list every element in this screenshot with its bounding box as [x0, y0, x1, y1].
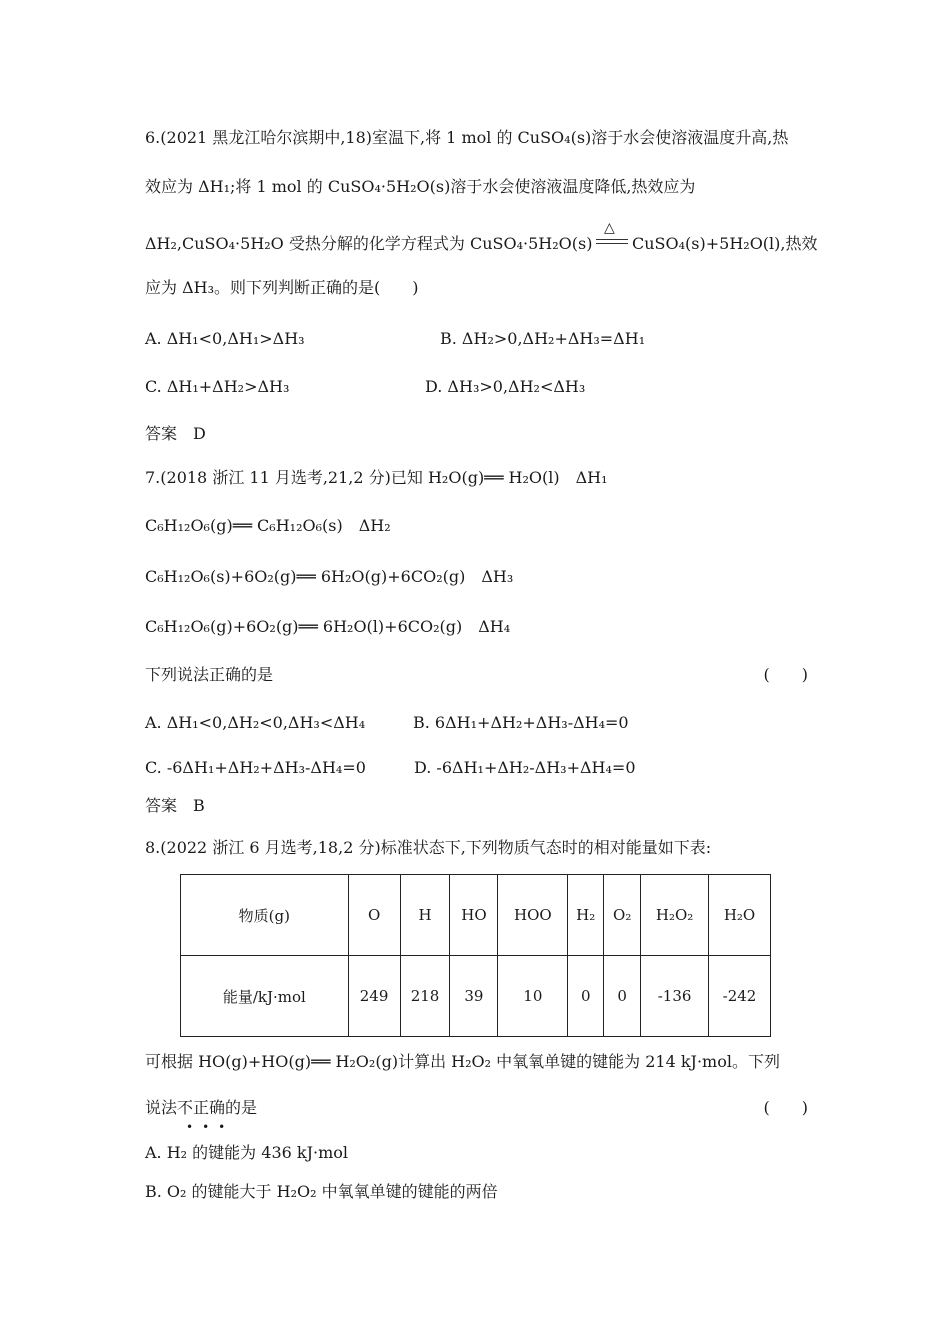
q7-answer-paren: ( ): [763, 665, 808, 684]
table-row: [181, 875, 771, 956]
energy-table: [180, 874, 771, 1037]
q7-option-c: C. -6ΔH₁+ΔH₂+ΔH₃-ΔH₄=0: [145, 758, 366, 777]
q7-question: 下列说法正确的是: [145, 665, 274, 684]
q6-stem-line-3a: ΔH₂,CuSO₄·5H₂O 受热分解的化学方程式为 CuSO₄·5H₂O(s): [145, 234, 593, 253]
energy-cell: -136: [641, 956, 709, 1037]
q6-stem-line-2: 效应为 ΔH₁;将 1 mol 的 CuSO₄·5H₂O(s)溶于水会使溶液温度降低,热效应为: [145, 177, 696, 196]
q6-option-d: D. ΔH₃>0,ΔH₂<ΔH₃: [425, 377, 586, 396]
species-cell: H₂O: [709, 875, 771, 956]
q6-option-b: B. ΔH₂>0,ΔH₂+ΔH₃=ΔH₁: [440, 329, 646, 348]
q7-option-b: B. 6ΔH₁+ΔH₂+ΔH₃-ΔH₄=0: [413, 713, 629, 732]
q6-stem-line-1: 6.(2021 黑龙江哈尔滨期中,18)室温下,将 1 mol 的 CuSO₄(s)溶于水会使溶液温度升高,热: [145, 128, 789, 147]
q6-option-c: C. ΔH₁+ΔH₂>ΔH₃: [145, 377, 290, 396]
q8-answer-paren: ( ): [763, 1098, 808, 1117]
heat-symbol: △: [604, 220, 615, 236]
species-cell: HO: [450, 875, 498, 956]
q7-option-d: D. -6ΔH₁+ΔH₂-ΔH₃+ΔH₄=0: [414, 758, 636, 777]
q6-option-a: A. ΔH₁<0,ΔH₁>ΔH₃: [145, 329, 305, 348]
emphasis-dots: •••: [186, 1120, 235, 1134]
energy-cell: -242: [709, 956, 771, 1037]
species-cell: O₂: [604, 875, 641, 956]
q6-stem-line-3b: CuSO₄(s)+5H₂O(l),热效: [632, 234, 818, 253]
q7-equation-3: C₆H₁₂O₆(s)+6O₂(g)══ 6H₂O(g)+6CO₂(g) ΔH₃: [145, 567, 514, 586]
q7-equation-2: C₆H₁₂O₆(g)══ C₆H₁₂O₆(s) ΔH₂: [145, 516, 391, 535]
energy-cell: 249: [348, 956, 400, 1037]
q7-equation-4: C₆H₁₂O₆(g)+6O₂(g)══ 6H₂O(l)+6CO₂(g) ΔH₄: [145, 617, 511, 636]
species-cell: O: [348, 875, 400, 956]
table-header-cell: 物质(g): [181, 875, 349, 956]
table-header-cell: 能量/kJ·mol: [181, 956, 349, 1037]
species-cell: H₂: [568, 875, 604, 956]
energy-cell: 39: [450, 956, 498, 1037]
q7-stem-line-1: 7.(2018 浙江 11 月选考,21,2 分)已知 H₂O(g)══ H₂O(l) ΔH₁: [145, 468, 608, 487]
q8-stem-line-3: 说法不正确的是: [145, 1098, 258, 1117]
q6-answer: 答案 D: [145, 424, 206, 443]
energy-cell: 0: [604, 956, 641, 1037]
q8-option-b: B. O₂ 的键能大于 H₂O₂ 中氧氧单键的键能的两倍: [145, 1182, 498, 1201]
species-cell: H₂O₂: [641, 875, 709, 956]
table-row: [181, 956, 771, 1037]
energy-cell: 10: [498, 956, 568, 1037]
species-cell: H: [400, 875, 450, 956]
q8-stem-line-2: 可根据 HO(g)+HO(g)══ H₂O₂(g)计算出 H₂O₂ 中氧氧单键的键能为 214 kJ·mol。下列: [145, 1052, 780, 1071]
energy-cell: 218: [400, 956, 450, 1037]
q7-option-a: A. ΔH₁<0,ΔH₂<0,ΔH₃<ΔH₄: [145, 713, 366, 732]
equals-sign: [596, 239, 628, 244]
q7-answer: 答案 B: [145, 796, 205, 815]
q6-stem-line-4: 应为 ΔH₃。则下列判断正确的是( ): [145, 278, 419, 297]
species-cell: HOO: [498, 875, 568, 956]
q8-option-a: A. H₂ 的键能为 436 kJ·mol: [145, 1143, 349, 1162]
q8-stem-line-1: 8.(2022 浙江 6 月选考,18,2 分)标准状态下,下列物质气态时的相对能量如下表:: [145, 838, 712, 857]
energy-cell: 0: [568, 956, 604, 1037]
